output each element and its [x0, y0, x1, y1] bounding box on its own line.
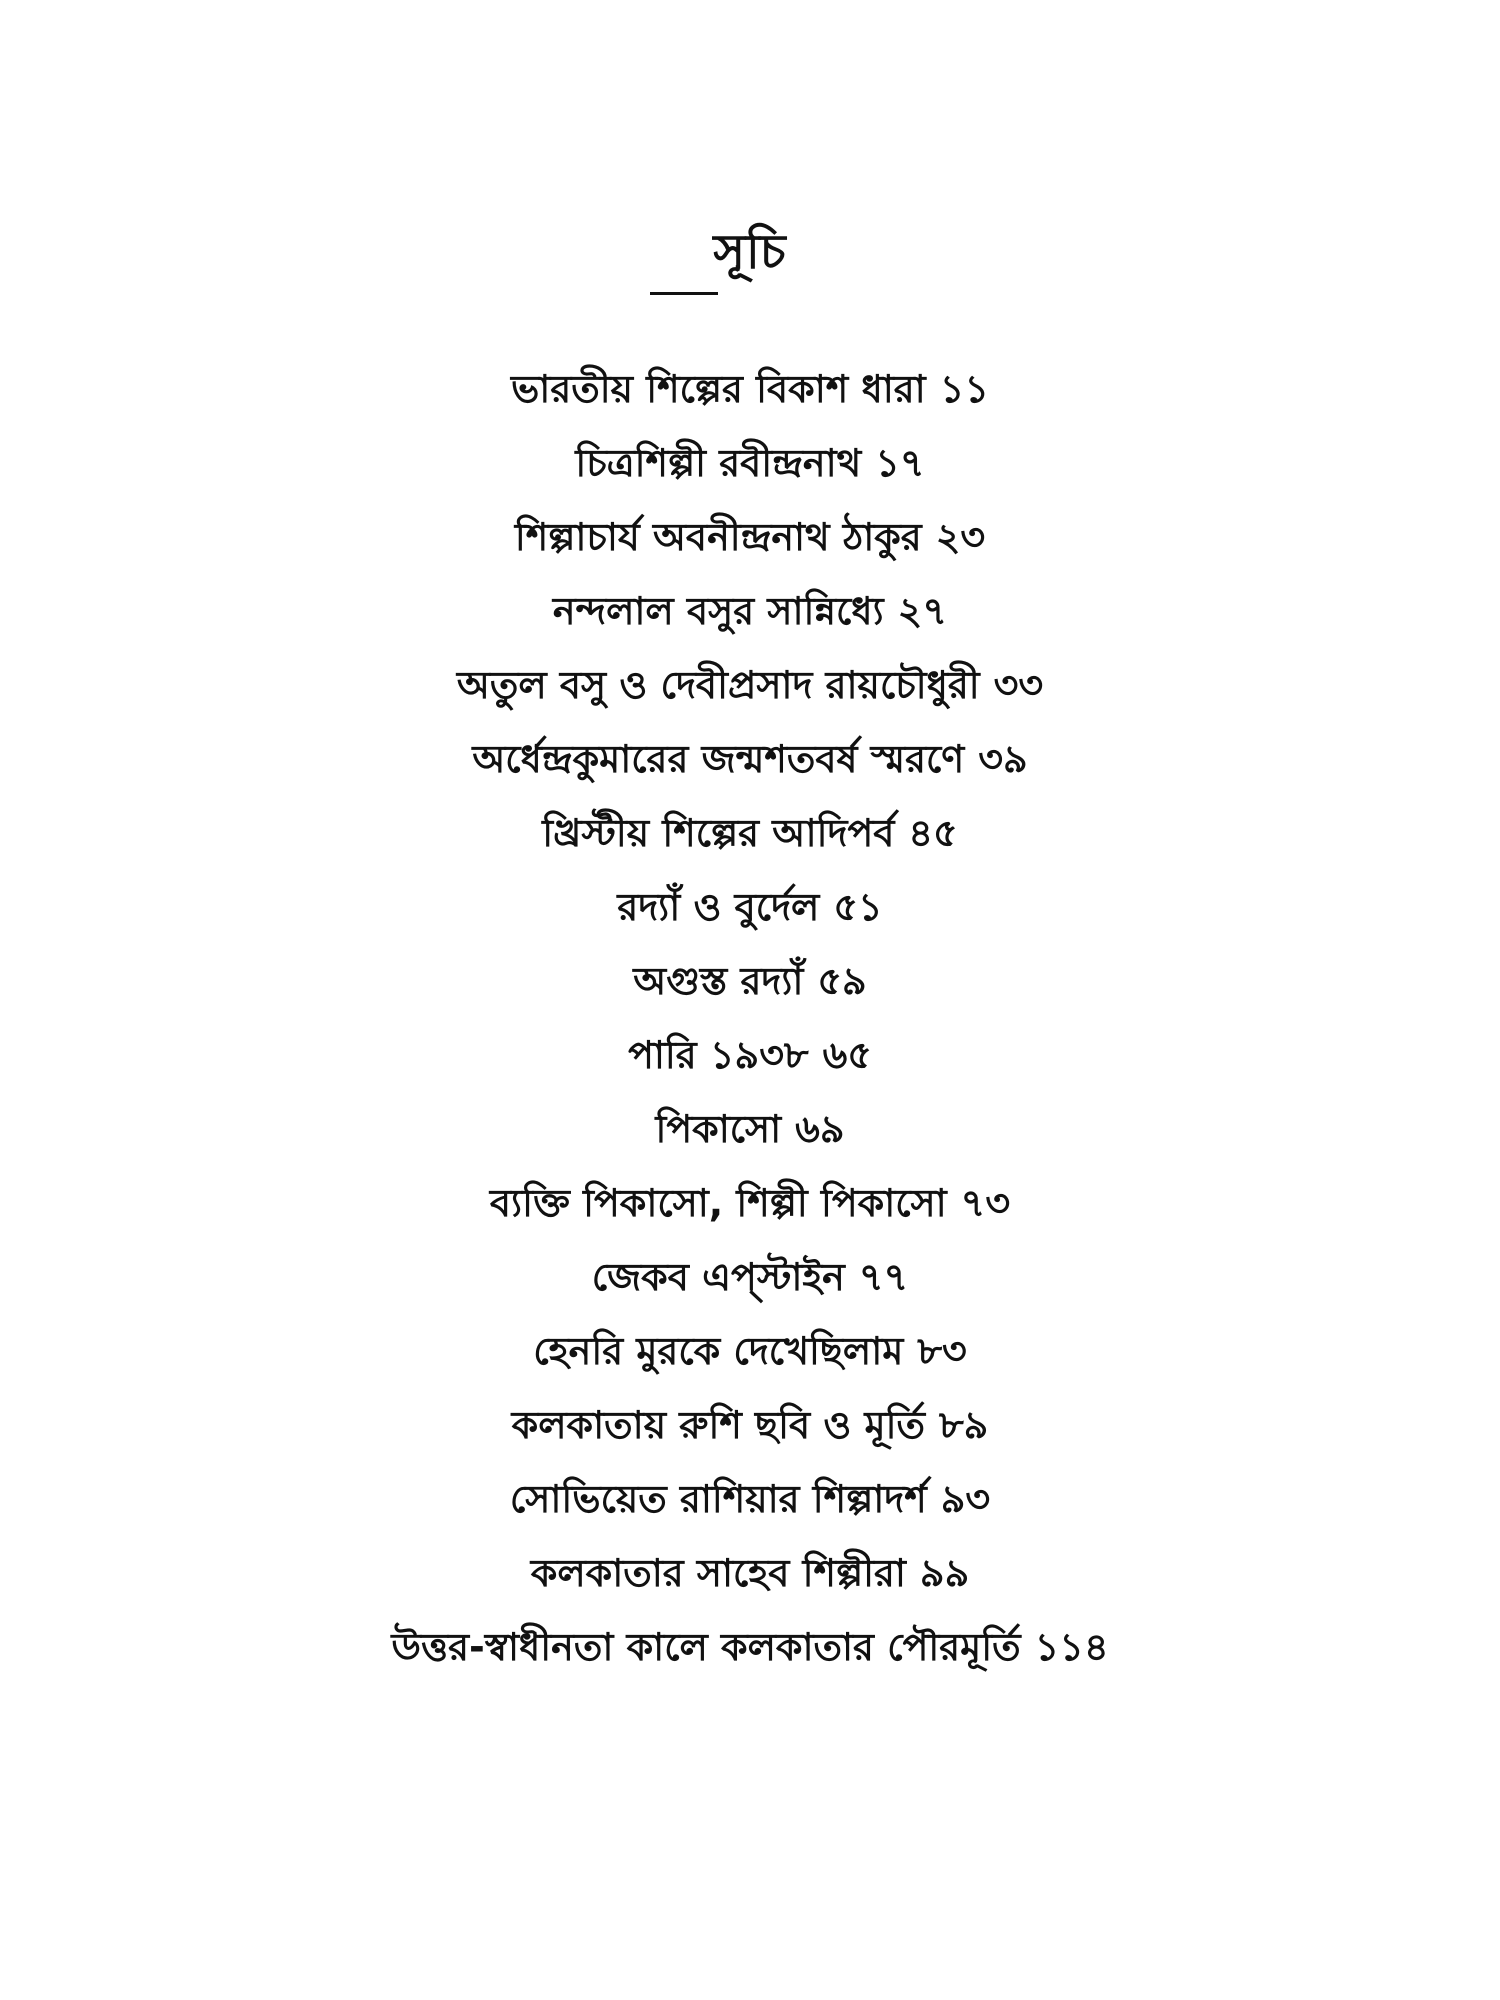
- toc-entry-page-number: ৭৭: [858, 1255, 909, 1299]
- toc-entry-page-number: ৫১: [833, 885, 883, 929]
- toc-entry: [0, 722, 1500, 796]
- toc-entry-title: হেনরি মুরকে দেখেছিলাম: [533, 1329, 904, 1373]
- toc-entry: [0, 870, 1500, 944]
- toc-entry-title: চিত্রশিল্পী রবীন্দ্রনাথ: [575, 441, 862, 485]
- toc-entry-title: পারি ১৯৩৮: [628, 1033, 809, 1077]
- toc-entry: [0, 352, 1500, 426]
- toc-entry: [0, 1462, 1500, 1536]
- toc-entry: [0, 1314, 1500, 1388]
- toc-entry-title: অগুস্ত রদ্যাঁ: [633, 959, 804, 1003]
- toc-entry: [0, 648, 1500, 722]
- toc-entry-title: রদ্যাঁ ও বুর্দেল: [617, 885, 820, 929]
- page-title: সূচি: [713, 224, 787, 280]
- toc-entry-title: শিল্পাচার্য অবনীন্দ্রনাথ ঠাকুর: [514, 515, 922, 559]
- toc-entry-title: সোভিয়েত রাশিয়ার শিল্পাদর্শ: [509, 1477, 927, 1521]
- toc-entry-title: কলকাতায় রুশি ছবি ও মূর্তি: [511, 1403, 926, 1447]
- toc-entry: [0, 944, 1500, 1018]
- toc-entry: [0, 1018, 1500, 1092]
- toc-entry-page-number: ৭৩: [960, 1181, 1011, 1225]
- toc-entry: [0, 426, 1500, 500]
- toc-entry: [0, 1536, 1500, 1610]
- toc-entry-page-number: ৬৫: [822, 1033, 872, 1077]
- toc-entry: [0, 1610, 1500, 1684]
- toc-entry-title: নন্দলাল বসুর সান্নিধ্যে: [552, 589, 884, 633]
- toc-entry-page-number: ১১৪: [1034, 1625, 1109, 1669]
- toc-entry: [0, 796, 1500, 870]
- toc-entry: [0, 1240, 1500, 1314]
- toc-entry-title: কলকাতার সাহেব শিল্পীরা: [530, 1551, 906, 1595]
- toc-entry-title: খ্রিস্টীয় শিল্পের আদিপর্ব: [542, 811, 895, 855]
- toc-entry-title: অর্ধেন্দ্রকুমারের জন্মশতবর্ষ স্মরণে: [472, 737, 965, 781]
- toc-entry: [0, 500, 1500, 574]
- toc-entry-page-number: ১১: [939, 367, 990, 411]
- toc-entry-page-number: ৯৯: [919, 1551, 970, 1595]
- toc-entry-page-number: ৮৩: [917, 1329, 967, 1373]
- toc-entry-page-number: ৯৩: [940, 1477, 991, 1521]
- toc-entry: [0, 574, 1500, 648]
- toc-entry-page-number: ২৭: [897, 589, 948, 633]
- toc-entry-title: পিকাসো: [655, 1107, 782, 1151]
- toc-entry-title: অতুল বসু ও দেবীপ্রসাদ রায়চৌধুরী: [456, 663, 980, 707]
- heading-container: [0, 222, 1500, 282]
- toc-entry-title: জেকব এপ্‌স্টাইন: [591, 1255, 845, 1299]
- toc-entry: [0, 1166, 1500, 1240]
- toc-entry: [0, 1388, 1500, 1462]
- toc-entry-page-number: ৩৩: [993, 663, 1044, 707]
- table-of-contents: [0, 352, 1500, 1684]
- toc-entry-page-number: ৬৯: [795, 1107, 845, 1151]
- toc-entry: [0, 1092, 1500, 1166]
- toc-entry-page-number: ৪৫: [908, 811, 958, 855]
- toc-entry-page-number: ২৩: [935, 515, 986, 559]
- title-underline: [650, 292, 718, 295]
- toc-entry-title: ব্যক্তি পিকাসো, শিল্পী পিকাসো: [489, 1181, 947, 1225]
- toc-entry-page-number: ৩৯: [978, 737, 1028, 781]
- toc-entry-title: উত্তর-স্বাধীনতা কালে কলকাতার পৌরমূর্তি: [391, 1625, 1021, 1669]
- toc-entry-page-number: ৮৯: [939, 1403, 989, 1447]
- toc-entry-title: ভারতীয় শিল্পের বিকাশ ধারা: [510, 367, 926, 411]
- toc-entry-page-number: ১৭: [875, 441, 925, 485]
- toc-entry-page-number: ৫৯: [817, 959, 867, 1003]
